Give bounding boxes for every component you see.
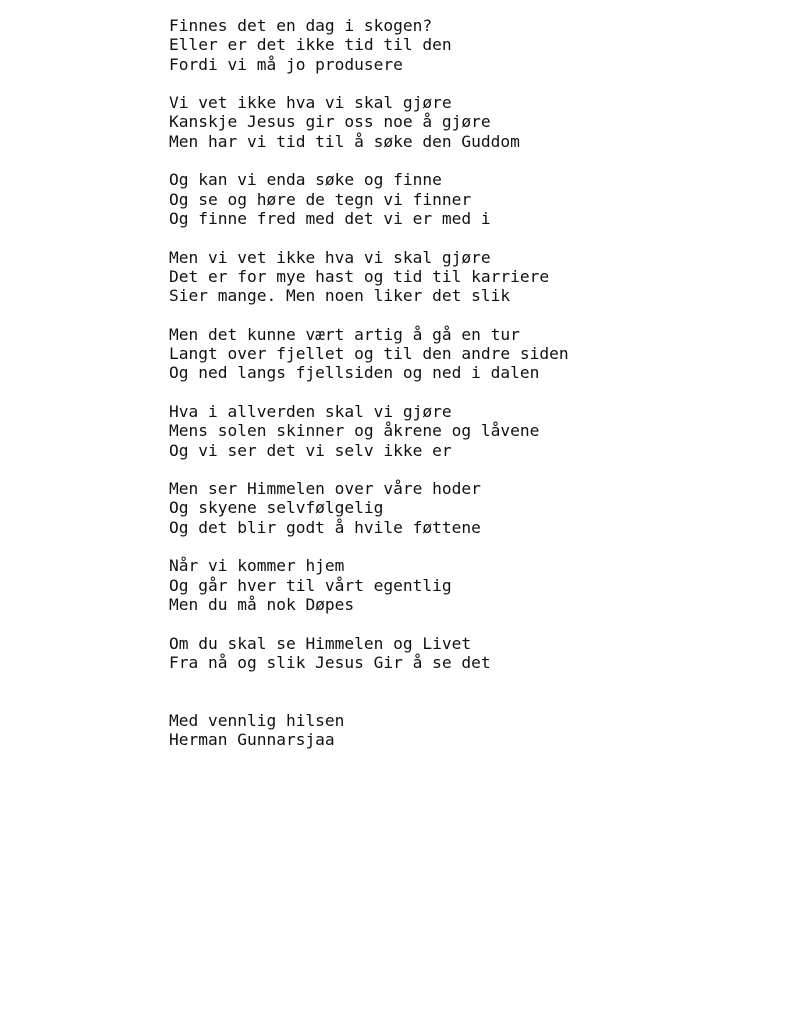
stanza <box>169 93 789 151</box>
document-page <box>169 16 789 749</box>
poem-line: Sier mange. Men noen liker det slik <box>169 286 511 306</box>
poem-line: Fra nå og slik Jesus Gir å se det <box>169 652 491 672</box>
poem-line: Og ned langs fjellsiden og ned i dalen <box>169 363 540 383</box>
stanza <box>169 556 789 614</box>
poem-line: Vi vet ikke hva vi skal gjøre <box>169 93 452 113</box>
poem-line: Hva i allverden skal vi gjøre <box>169 401 452 421</box>
poem-line: Men det kunne vært artig å gå en tur <box>169 324 520 344</box>
poem-line: Det er for mye hast og tid til karriere <box>169 266 550 286</box>
poem-line: Og finne fred med det vi er med i <box>169 208 491 228</box>
poem-line: Men vi vet ikke hva vi skal gjøre <box>169 247 491 267</box>
poem-line: Og se og høre de tegn vi finner <box>169 189 472 209</box>
poem-line: Men har vi tid til å søke den Guddom <box>169 131 520 151</box>
signature <box>169 711 789 750</box>
poem-line: Og kan vi enda søke og finne <box>169 170 442 190</box>
poem-line: Men ser Himmelen over våre hoder <box>169 479 481 499</box>
poem-line: Og skyene selvfølgelig <box>169 498 384 518</box>
poem-line: Om du skal se Himmelen og Livet <box>169 633 472 653</box>
stanza <box>169 325 789 383</box>
poem-line: Finnes det en dag i skogen? <box>169 16 433 35</box>
poem-line: Mens solen skinner og åkrene og låvene <box>169 421 540 441</box>
stanza <box>169 402 789 460</box>
poem-line: Eller er det ikke tid til den <box>169 35 452 55</box>
poem-line: Kanskje Jesus gir oss noe å gjøre <box>169 112 491 132</box>
stanza <box>169 16 789 74</box>
poem-line: Og det blir godt å hvile føttene <box>169 517 481 537</box>
stanza <box>169 248 789 306</box>
signature-closing: Med vennlig hilsen <box>169 710 345 730</box>
signature-name: Herman Gunnarsjaa <box>169 729 335 749</box>
poem <box>169 16 789 672</box>
stanza <box>169 170 789 228</box>
stanza <box>169 479 789 537</box>
poem-line: Fordi vi må jo produsere <box>169 54 403 74</box>
stanza <box>169 634 789 673</box>
poem-line: Langt over fjellet og til den andre siden <box>169 344 569 364</box>
poem-line: Men du må nok Døpes <box>169 594 355 614</box>
poem-line: Og går hver til vårt egentlig <box>169 575 452 595</box>
poem-line: Og vi ser det vi selv ikke er <box>169 440 452 460</box>
poem-line: Når vi kommer hjem <box>169 556 345 576</box>
